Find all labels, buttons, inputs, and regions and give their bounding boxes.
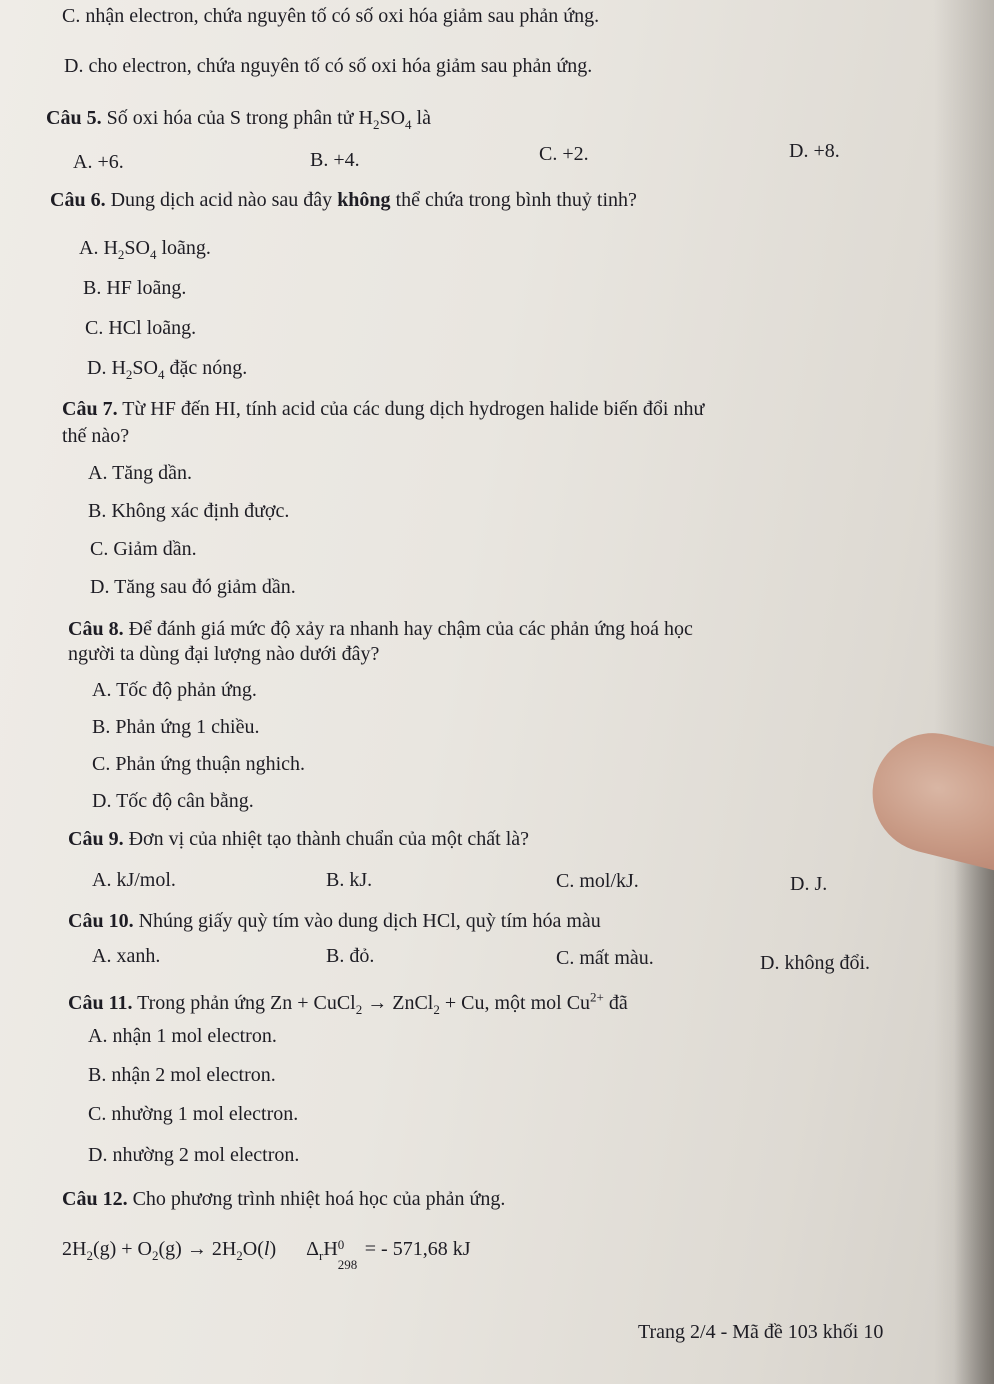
- question-11: Câu 11. Trong phản ứng Zn + CuCl$_2$ → ZnCl$_2$ + Cu, một mol $Cu^{2+}$ đã: [68, 989, 628, 1017]
- question-7-label: Câu 7.: [62, 398, 118, 420]
- option-q11-a: A. nhận 1 mol electron.: [88, 1025, 277, 1047]
- page-footer: Trang 2/4 - Mã đề 103 khối 10: [638, 1321, 884, 1343]
- question-5-label: Câu 5.: [46, 107, 102, 129]
- option-q5-c: C. +2.: [539, 143, 589, 165]
- question-12: Câu 12. Cho phương trình nhiệt hoá học của phản ứng.: [62, 1188, 506, 1210]
- option-q6-a: A. $H_2SO_4$ loãng.: [79, 237, 211, 262]
- option-q5-b: B. +4.: [310, 149, 360, 171]
- question-9-label: Câu 9.: [68, 828, 124, 850]
- question-8-continued: người ta dùng đại lượng nào dưới đây?: [68, 643, 380, 665]
- option-q6-c: C. HCl loãng.: [85, 317, 197, 339]
- option-q7-b: B. Không xác định được.: [88, 500, 290, 522]
- option-q8-d: D. Tốc độ cân bằng.: [92, 790, 254, 812]
- option-q7-c: C. Giảm dần.: [90, 538, 197, 560]
- thermochemical-equation: $2H_2(g) + O_2(g) \to 2H_2O(l)$ $\Delta_rH$ 0 298 = - 571,68 kJ: [62, 1237, 471, 1272]
- question-10-label: Câu 10.: [68, 910, 134, 932]
- option-q7-d: D. Tăng sau đó giảm dần.: [90, 576, 296, 598]
- option-q8-a: A. Tốc độ phản ứng.: [92, 679, 257, 701]
- option-q8-b: B. Phản ứng 1 chiều.: [92, 716, 260, 738]
- question-6-label: Câu 6.: [50, 189, 106, 211]
- option-q9-a: A. kJ/mol.: [92, 869, 176, 891]
- option-q10-d: D. không đổi.: [760, 952, 870, 974]
- question-7: Câu 7. Từ HF đến HI, tính acid của các dung dịch hydrogen halide biến đổi như: [62, 398, 705, 420]
- option-q10-b: B. đỏ.: [326, 945, 375, 967]
- option-q8-c: C. Phản ứng thuận nghich.: [92, 753, 306, 775]
- option-q6-d: D. $H_2SO_4$ đặc nóng.: [87, 357, 248, 382]
- option-q5-d: D. +8.: [789, 140, 840, 162]
- option-q11-d: D. nhường 2 mol electron.: [88, 1144, 300, 1166]
- option-q9-d: D. J.: [790, 873, 828, 895]
- option-q10-a: A. xanh.: [92, 945, 161, 967]
- question-10: Câu 10. Nhúng giấy quỳ tím vào dung dịch HCl, quỳ tím hóa màu: [68, 910, 601, 932]
- question-8: Câu 8. Để đánh giá mức độ xảy ra nhanh hay chậm của các phản ứng hoá học: [68, 618, 693, 640]
- option-q7-a: A. Tăng dần.: [88, 462, 193, 484]
- question-5: Câu 5. Số oxi hóa của S trong phân tử $H_2SO_4$ là: [46, 107, 431, 132]
- option-q10-c: C. mất màu.: [556, 947, 654, 969]
- question-8-label: Câu 8.: [68, 618, 124, 640]
- thumb-image: [860, 720, 994, 875]
- option-q5-a: A. +6.: [73, 151, 124, 173]
- option-q6-b: B. HF loãng.: [83, 277, 187, 299]
- option-q9-b: B. kJ.: [326, 869, 373, 891]
- option-q4-c: C. nhận electron, chứa nguyên tố có số oxi hóa giảm sau phản ứng.: [62, 5, 600, 27]
- option-q11-b: B. nhận 2 mol electron.: [88, 1064, 276, 1086]
- question-11-label: Câu 11.: [68, 992, 133, 1014]
- question-12-label: Câu 12.: [62, 1188, 128, 1210]
- question-7-continued: thế nào?: [62, 425, 130, 447]
- question-6: Câu 6. Dung dịch acid nào sau đây không thể chứa trong bình thuỷ tinh?: [50, 189, 637, 211]
- option-q9-c: C. mol/kJ.: [556, 870, 639, 892]
- question-9: Câu 9. Đơn vị của nhiệt tạo thành chuẩn của một chất là?: [68, 828, 530, 850]
- option-q11-c: C. nhường 1 mol electron.: [88, 1103, 299, 1125]
- enthalpy-symbol: Δ: [306, 1238, 319, 1260]
- option-q4-d: D. cho electron, chứa nguyên tố có số oxi hóa giảm sau phản ứng.: [64, 55, 593, 77]
